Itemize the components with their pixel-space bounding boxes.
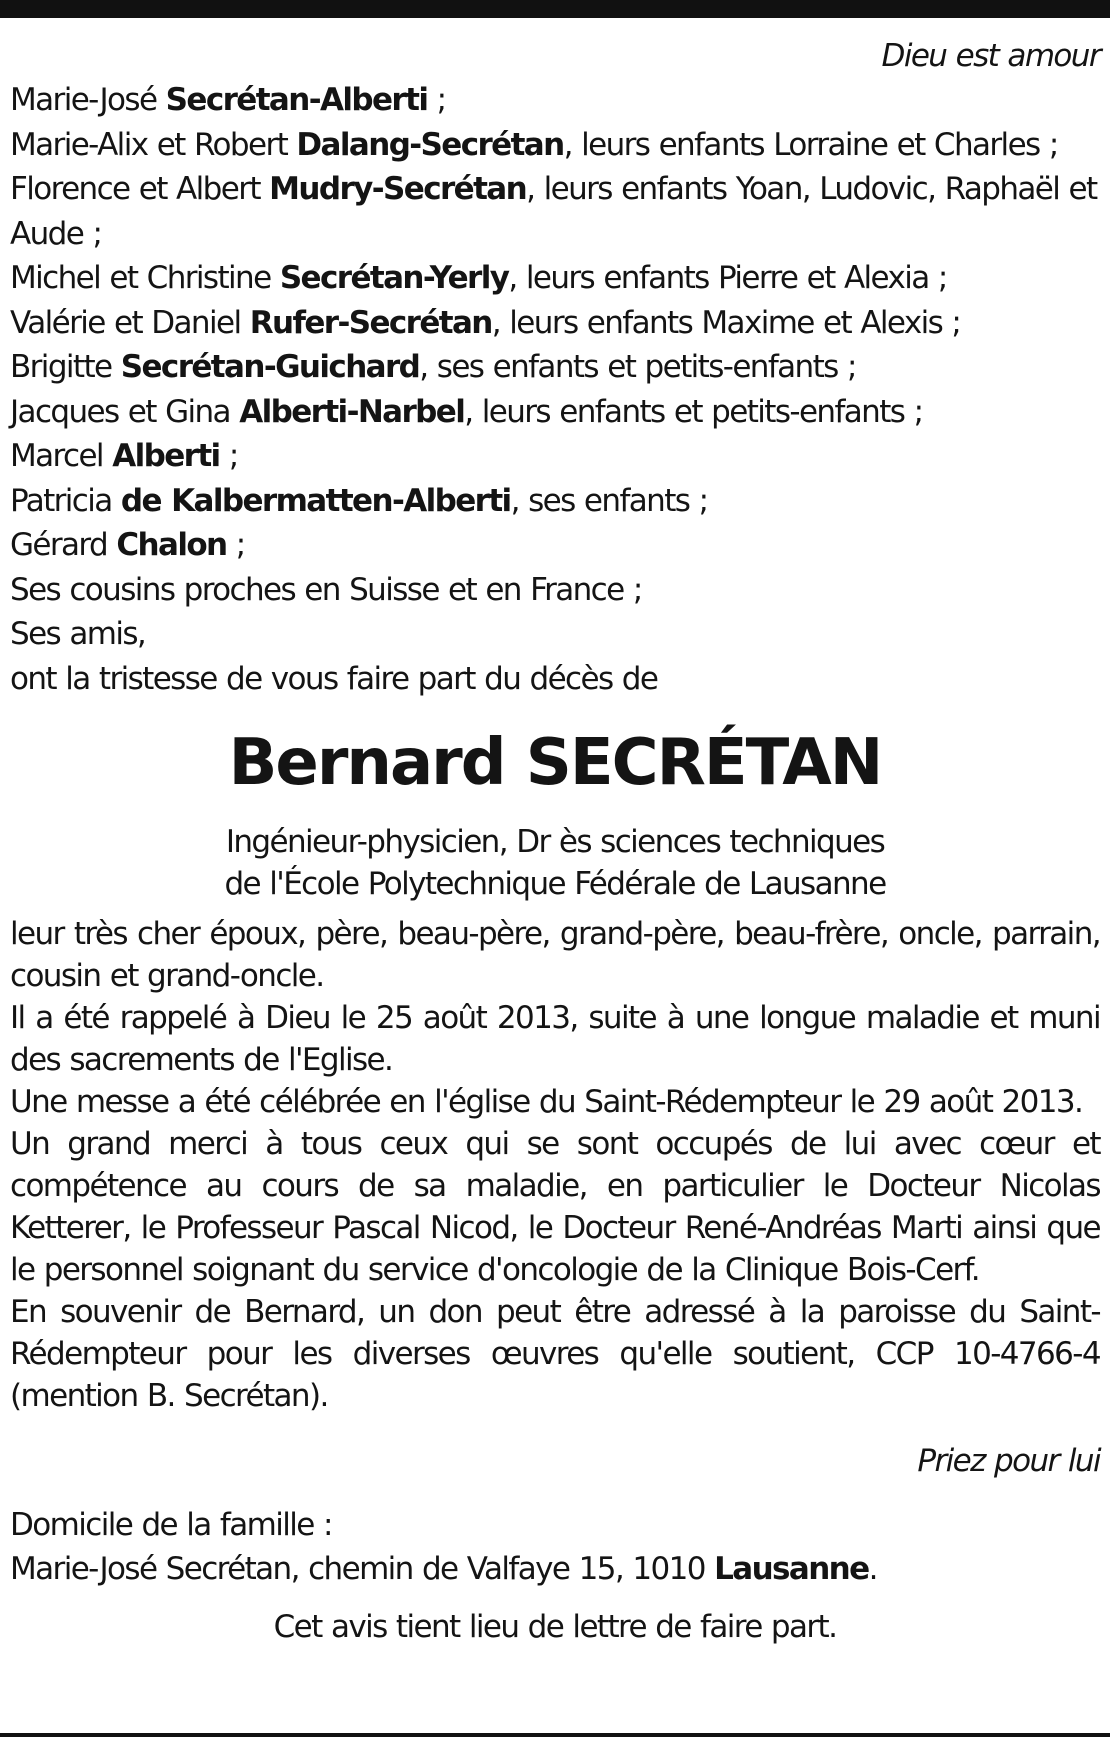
family-line-prefix: Florence et Albert: [10, 171, 270, 207]
family-line: [10, 657, 1100, 702]
family-line: [10, 523, 1100, 568]
family-line: [10, 167, 1100, 256]
domicile-city: Lausanne: [714, 1551, 869, 1587]
family-line-prefix: Marcel: [10, 438, 113, 474]
family-line-prefix: Patricia: [10, 482, 121, 519]
family-line: [10, 568, 1100, 613]
family-line: [10, 256, 1100, 301]
family-line-prefix: Brigitte: [10, 349, 121, 385]
family-line: [10, 123, 1100, 168]
body-paragraph: Il a été rappelé à Dieu le 25 août 2013, suite à une longue maladie et muni des sacrements de l'Eglise.: [10, 1000, 1100, 1078]
deceased-title: [10, 821, 1100, 905]
family-line-suffix: , ses enfants et petits-enfants ;: [419, 349, 856, 385]
body-paragraph: Un grand merci à tous ceux qui se sont occupés de lui avec cœur et compétence au cours de sa maladie, en particulier le Docteur Nicolas Ketterer, le Professeur Pascal Nicod, le Docteur René-Andréas Marti ainsi que le personnel soignant du service d'oncologie de la Clinique Bois-Cerf.: [10, 1126, 1100, 1288]
family-line-surname: Alberti-Narbel: [239, 393, 465, 430]
family-line-surname: Alberti: [112, 438, 220, 474]
family-line-surname: Secrétan-Alberti: [165, 82, 428, 118]
family-domicile: [10, 1503, 1100, 1591]
motto: Dieu est amour: [881, 38, 1100, 74]
deceased-name: Bernard SECRÉTAN: [228, 726, 882, 800]
body-paragraph: Une messe a été célébrée en l'église du Saint-Rédempteur le 29 août 2013.: [10, 1084, 1083, 1120]
bottom-border-rule: [0, 1733, 1110, 1737]
family-line-prefix: Gérard: [10, 527, 117, 563]
family-line-surname: Secrétan-Guichard: [120, 349, 420, 385]
top-border-rule: [0, 0, 1110, 18]
domicile-label: Domicile de la famille :: [10, 1507, 332, 1543]
family-line-prefix: Marie-Alix et Robert: [10, 126, 297, 163]
family-line-text: ont la tristesse de vous faire part du décès de: [10, 660, 658, 697]
family-line-suffix: ;: [219, 438, 238, 474]
family-line-suffix: , leurs enfants Lorraine et Charles ;: [563, 126, 1058, 163]
deceased-title-line: de l'École Polytechnique Fédérale de Lausanne: [224, 866, 886, 902]
family-line-suffix: , leurs enfants Maxime et Alexis ;: [491, 304, 961, 341]
obituary-notice: [10, 34, 1100, 1649]
family-line-surname: Chalon: [116, 527, 227, 563]
family-line-prefix: Jacques et Gina: [10, 393, 240, 430]
family-line: [10, 479, 1100, 524]
family-line: [10, 612, 1100, 657]
domicile-address-line: [10, 1547, 1100, 1591]
deceased-title-line: Ingénieur-physicien, Dr ès sciences techniques: [225, 824, 885, 860]
family-line: [10, 434, 1100, 479]
family-line-suffix: , ses enfants ;: [510, 482, 708, 519]
family-line-suffix: , leurs enfants et petits-enfants ;: [464, 393, 923, 430]
family-line-suffix: ;: [427, 82, 446, 118]
domicile-address: Marie-José Secrétan, chemin de Valfaye 15, 1010: [10, 1551, 715, 1587]
family-line-prefix: Michel et Christine: [10, 260, 280, 296]
family-line-surname: Rufer-Secrétan: [249, 304, 492, 341]
closing-prayer: Priez pour lui: [917, 1443, 1100, 1479]
family-line-surname: de Kalbermatten-Alberti: [120, 482, 511, 519]
family-line-surname: Secrétan-Yerly: [279, 260, 509, 296]
domicile-end: .: [868, 1551, 877, 1587]
family-line: [10, 390, 1100, 435]
family-line-prefix: Valérie et Daniel: [10, 304, 250, 341]
notice-statement: Cet avis tient lieu de lettre de faire part.: [273, 1609, 837, 1645]
family-line: [10, 78, 1100, 123]
family-line: [10, 301, 1100, 346]
family-line-text: Ses cousins proches en Suisse et en France ;: [10, 571, 642, 608]
family-line-surname: Dalang-Secrétan: [296, 126, 564, 163]
family-line-surname: Mudry-Secrétan: [269, 171, 527, 207]
family-line-prefix: Marie-José: [10, 82, 166, 118]
family-line-suffix: , leurs enfants Pierre et Alexia ;: [508, 260, 947, 296]
family-line-suffix: ;: [226, 527, 245, 563]
family-line-suffix: , leurs enfants Yoan, Ludovic, Raphaël et Aude ;: [10, 171, 1097, 252]
body-paragraph: En souvenir de Bernard, un don peut être adressé à la paroisse du Saint-Rédempteur pour les diverses œuvres qu'elle soutient, CCP 10-4766-4 (mention B. Secrétan).: [10, 1294, 1100, 1414]
obituary-body: [10, 913, 1100, 1417]
family-line-text: Ses amis,: [10, 616, 146, 652]
family-list: [10, 78, 1100, 701]
body-paragraph: leur très cher époux, père, beau-père, grand-père, beau-frère, oncle, parrain, cousin et grand-oncle.: [10, 916, 1100, 994]
family-line: [10, 345, 1100, 390]
